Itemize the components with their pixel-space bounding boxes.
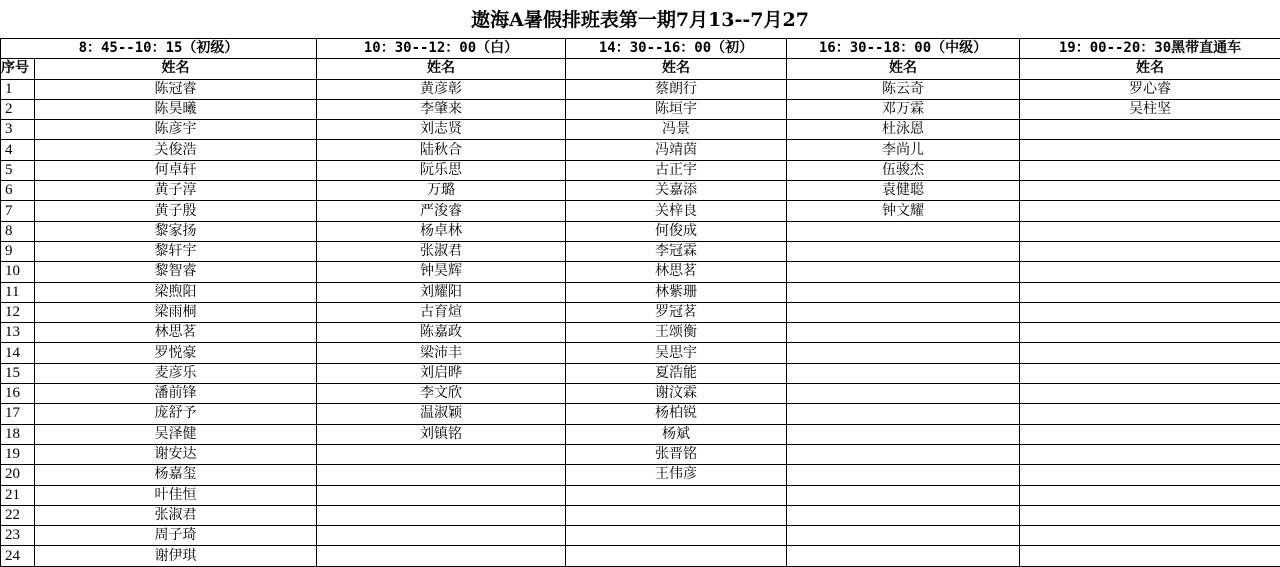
student-name-cell: 谢安达 [35,444,317,464]
table-row [1,323,1280,343]
student-name-cell [317,465,566,485]
row-number: 16 [1,384,35,404]
table-row [1,120,1280,140]
student-name-cell: 庞舒予 [35,404,317,424]
table-row [1,485,1280,505]
student-name-cell: 陆秋合 [317,140,566,160]
student-name-cell: 李尚儿 [787,140,1020,160]
student-name-cell: 温淑颖 [317,404,566,424]
student-name-cell [787,384,1020,404]
student-name-cell: 谢汶霖 [566,384,787,404]
student-name-cell [1020,444,1280,464]
student-name-cell: 关梓良 [566,201,787,221]
student-name-cell: 林紫珊 [566,282,787,302]
student-name-cell: 梁沛丰 [317,343,566,363]
student-name-cell [787,241,1020,261]
student-name-cell: 古正宇 [566,160,787,180]
row-number: 22 [1,505,35,525]
student-name-cell: 王伟彦 [566,465,787,485]
student-name-cell: 吴柱坚 [1020,99,1280,119]
student-name-cell [1020,424,1280,444]
student-name-cell: 黎智睿 [35,262,317,282]
row-number: 4 [1,140,35,160]
table-row [1,181,1280,201]
slot-header: 19：00--20：30黑带直通车 [1020,39,1280,59]
student-name-cell: 冯景 [566,120,787,140]
row-number: 9 [1,241,35,261]
student-name-cell [1020,343,1280,363]
table-row [1,343,1280,363]
name-header: 姓名 [35,59,317,79]
row-number: 20 [1,465,35,485]
student-name-cell: 何卓轩 [35,160,317,180]
student-name-cell [317,444,566,464]
student-name-cell: 袁健聪 [787,181,1020,201]
table-row [1,384,1280,404]
student-name-cell [787,221,1020,241]
table-row [1,404,1280,424]
student-name-cell: 冯靖茵 [566,140,787,160]
student-name-cell: 夏浩能 [566,363,787,383]
student-name-cell: 陈垣宇 [566,99,787,119]
row-number: 7 [1,201,35,221]
student-name-cell: 王颂衡 [566,323,787,343]
student-name-cell [787,444,1020,464]
table-row [1,363,1280,383]
student-name-cell: 陈昊曦 [35,99,317,119]
student-name-cell: 黄彦彰 [317,79,566,99]
student-name-cell [1020,302,1280,322]
student-name-cell [1020,241,1280,261]
table-row [1,302,1280,322]
table-row [1,99,1280,119]
slot-header: 16：30--18：00（中级） [787,39,1020,59]
student-name-cell: 杨卓林 [317,221,566,241]
slot-header: 8：45--10：15（初级） [1,39,317,59]
student-name-cell: 刘启晔 [317,363,566,383]
row-number: 6 [1,181,35,201]
table-row [1,282,1280,302]
student-name-cell [787,363,1020,383]
student-name-cell: 周子琦 [35,526,317,546]
student-name-cell: 梁煦阳 [35,282,317,302]
student-name-cell: 伍骏杰 [787,160,1020,180]
table-row [1,160,1280,180]
student-name-cell [1020,160,1280,180]
student-name-cell: 陈冠睿 [35,79,317,99]
sheet-title: 遨海A暑假排班表第一期7月13--7月27 [0,0,1280,38]
student-name-cell: 陈彦宇 [35,120,317,140]
row-number: 14 [1,343,35,363]
row-number: 17 [1,404,35,424]
column-header-row [1,59,1280,79]
schedule-table-body [1,39,1280,567]
student-name-cell: 张淑君 [35,505,317,525]
student-name-cell: 陈云奇 [787,79,1020,99]
student-name-cell [787,262,1020,282]
student-name-cell: 罗心睿 [1020,79,1280,99]
name-header: 姓名 [317,59,566,79]
student-name-cell: 刘镇铭 [317,424,566,444]
student-name-cell: 罗冠茗 [566,302,787,322]
slot-header: 14：30--16：00（初） [566,39,787,59]
row-number: 24 [1,546,35,566]
student-name-cell: 叶佳恒 [35,485,317,505]
index-header: 序号 [1,59,35,79]
student-name-cell: 古育煊 [317,302,566,322]
student-name-cell [317,485,566,505]
table-row [1,546,1280,566]
table-row [1,262,1280,282]
name-header: 姓名 [566,59,787,79]
student-name-cell: 蔡朗行 [566,79,787,99]
row-number: 18 [1,424,35,444]
student-name-cell [787,323,1020,343]
student-name-cell: 林思茗 [35,323,317,343]
student-name-cell: 李肇来 [317,99,566,119]
student-name-cell: 邓万霖 [787,99,1020,119]
row-number: 19 [1,444,35,464]
row-number: 3 [1,120,35,140]
student-name-cell [1020,282,1280,302]
slot-header: 10：30--12：00（白） [317,39,566,59]
row-number: 13 [1,323,35,343]
row-number: 23 [1,526,35,546]
student-name-cell [566,546,787,566]
table-row [1,465,1280,485]
student-name-cell: 李冠霖 [566,241,787,261]
student-name-cell [1020,221,1280,241]
student-name-cell [787,485,1020,505]
row-number: 11 [1,282,35,302]
student-name-cell [787,505,1020,525]
student-name-cell: 李文欣 [317,384,566,404]
student-name-cell: 关嘉添 [566,181,787,201]
student-name-cell: 张晋铭 [566,444,787,464]
student-name-cell [317,505,566,525]
schedule-table [0,38,1280,567]
student-name-cell: 梁雨桐 [35,302,317,322]
student-name-cell [1020,465,1280,485]
row-number: 10 [1,262,35,282]
student-name-cell [1020,120,1280,140]
row-number: 21 [1,485,35,505]
student-name-cell: 潘前锋 [35,384,317,404]
student-name-cell: 黎家扬 [35,221,317,241]
name-header: 姓名 [1020,59,1280,79]
student-name-cell [787,465,1020,485]
student-name-cell: 刘耀阳 [317,282,566,302]
row-number: 8 [1,221,35,241]
student-name-cell [1020,505,1280,525]
student-name-cell: 陈嘉政 [317,323,566,343]
student-name-cell: 关俊浩 [35,140,317,160]
student-name-cell [1020,181,1280,201]
student-name-cell: 黎轩宇 [35,241,317,261]
student-name-cell: 刘志贤 [317,120,566,140]
student-name-cell [1020,546,1280,566]
name-header: 姓名 [787,59,1020,79]
student-name-cell: 钟文耀 [787,201,1020,221]
student-name-cell: 谢伊琪 [35,546,317,566]
student-name-cell [787,546,1020,566]
table-row [1,201,1280,221]
student-name-cell: 罗悦豪 [35,343,317,363]
row-number: 2 [1,99,35,119]
student-name-cell [1020,363,1280,383]
student-name-cell [787,302,1020,322]
student-name-cell: 严浚睿 [317,201,566,221]
table-row [1,79,1280,99]
student-name-cell [566,505,787,525]
student-name-cell [1020,485,1280,505]
student-name-cell: 钟昊辉 [317,262,566,282]
student-name-cell: 万璐 [317,181,566,201]
student-name-cell: 黄子殷 [35,201,317,221]
student-name-cell: 杨嘉玺 [35,465,317,485]
student-name-cell [566,485,787,505]
row-number: 1 [1,79,35,99]
student-name-cell [317,546,566,566]
table-row [1,221,1280,241]
table-row [1,424,1280,444]
student-name-cell: 阮乐思 [317,160,566,180]
student-name-cell: 张淑君 [317,241,566,261]
student-name-cell: 林思茗 [566,262,787,282]
student-name-cell: 杜泳恩 [787,120,1020,140]
row-number: 12 [1,302,35,322]
table-row [1,444,1280,464]
slot-header-row [1,39,1280,59]
row-number: 5 [1,160,35,180]
table-row [1,241,1280,261]
student-name-cell [1020,323,1280,343]
student-name-cell: 吴思宇 [566,343,787,363]
student-name-cell: 杨柏锐 [566,404,787,424]
student-name-cell: 黄子淳 [35,181,317,201]
student-name-cell [787,343,1020,363]
table-row [1,140,1280,160]
student-name-cell [1020,404,1280,424]
student-name-cell [787,404,1020,424]
student-name-cell: 麦彦乐 [35,363,317,383]
student-name-cell: 吴泽健 [35,424,317,444]
student-name-cell [1020,201,1280,221]
student-name-cell [787,424,1020,444]
student-name-cell: 何俊成 [566,221,787,241]
row-number: 15 [1,363,35,383]
table-row [1,505,1280,525]
student-name-cell [1020,140,1280,160]
student-name-cell [787,282,1020,302]
student-name-cell: 杨斌 [566,424,787,444]
student-name-cell [1020,262,1280,282]
student-name-cell [1020,384,1280,404]
